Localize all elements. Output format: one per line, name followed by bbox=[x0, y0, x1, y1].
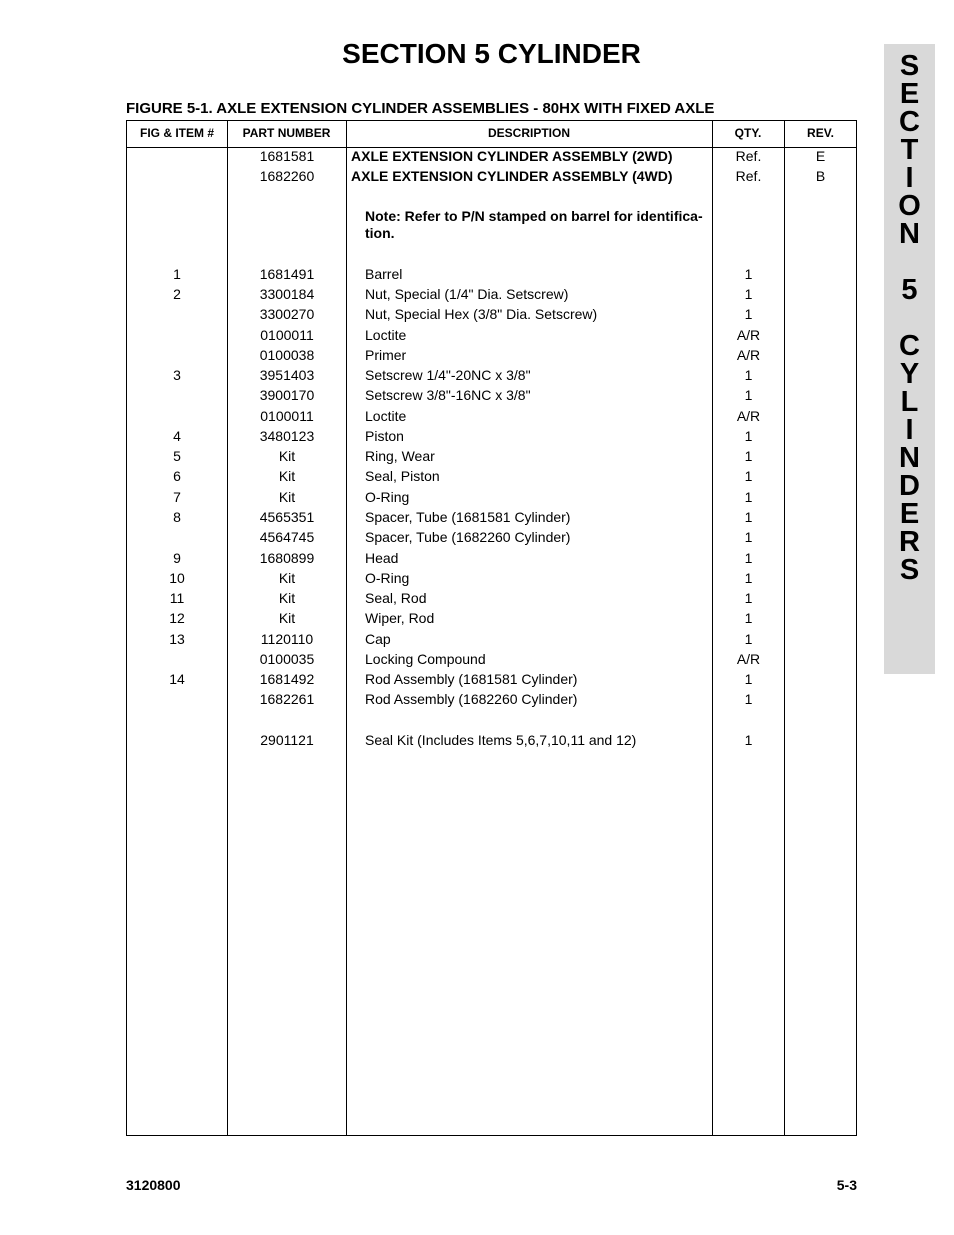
quantity: 1 bbox=[744, 671, 753, 687]
table-row bbox=[127, 649, 856, 669]
fig-item-number: 8 bbox=[173, 509, 181, 525]
quantity: 1 bbox=[744, 732, 753, 748]
table-row bbox=[127, 385, 856, 405]
part-number: 0100011 bbox=[260, 327, 314, 343]
fig-item-number: 12 bbox=[169, 610, 185, 626]
description: Ring, Wear bbox=[365, 448, 435, 464]
table-row bbox=[127, 689, 856, 709]
quantity: 1 bbox=[744, 428, 753, 444]
quantity: 1 bbox=[744, 570, 753, 586]
table-row bbox=[127, 325, 856, 345]
parts-table bbox=[126, 120, 857, 1136]
quantity: 1 bbox=[744, 306, 753, 322]
fig-item-number: 6 bbox=[173, 468, 181, 484]
description: Loctite bbox=[365, 408, 407, 424]
fig-item-number: 4 bbox=[173, 428, 181, 444]
part-number: Kit bbox=[278, 448, 296, 464]
quantity: 1 bbox=[744, 550, 753, 566]
table-row bbox=[127, 608, 856, 628]
quantity: 1 bbox=[744, 509, 753, 525]
figure-title: FIGURE 5-1. AXLE EXTENSION CYLINDER ASSEMBLIES - 80HX WITH FIXED AXLE bbox=[126, 100, 715, 117]
description: Rod Assembly (1681581 Cylinder) bbox=[365, 671, 578, 687]
part-number: 3900170 bbox=[259, 387, 315, 403]
page-number: 5-3 bbox=[836, 1177, 857, 1193]
table-row bbox=[127, 365, 856, 385]
table-row bbox=[127, 284, 856, 304]
quantity: Ref. bbox=[735, 148, 762, 164]
part-number: Kit bbox=[278, 590, 296, 606]
quantity: A/R bbox=[736, 408, 761, 424]
side-tab-text: S E C T I O N 5 C Y L I N D E R S bbox=[898, 50, 921, 586]
part-number: 4565351 bbox=[259, 509, 315, 525]
table-row bbox=[127, 345, 856, 365]
table-row-seal-kit bbox=[127, 730, 856, 750]
table-row bbox=[127, 669, 856, 689]
table-row bbox=[127, 146, 856, 166]
document-number: 3120800 bbox=[126, 1177, 181, 1193]
fig-item-number: 10 bbox=[169, 570, 185, 586]
quantity: 1 bbox=[744, 448, 753, 464]
table-row bbox=[127, 264, 856, 284]
fig-item-number: 1 bbox=[173, 266, 181, 282]
section-title: SECTION 5 CYLINDER bbox=[342, 38, 641, 69]
part-number: 0100035 bbox=[259, 651, 315, 667]
description: Wiper, Rod bbox=[365, 610, 435, 626]
table-row bbox=[127, 588, 856, 608]
description: Setscrew 3/8"-16NC x 3/8" bbox=[365, 387, 531, 403]
quantity: 1 bbox=[744, 610, 753, 626]
table-row bbox=[127, 629, 856, 649]
part-number: 1120110 bbox=[260, 631, 314, 647]
quantity: 1 bbox=[744, 529, 753, 545]
quantity: 1 bbox=[744, 631, 753, 647]
description: O-Ring bbox=[365, 570, 410, 586]
quantity: 1 bbox=[744, 468, 753, 484]
identification-note: Note: Refer to P/N stamped on barrel for identifica-tion. bbox=[365, 208, 703, 241]
description: Setscrew 1/4"-20NC x 3/8" bbox=[365, 367, 531, 383]
part-number: Kit bbox=[278, 468, 296, 484]
header-fig-item: FIG & ITEM # bbox=[139, 126, 214, 140]
table-row bbox=[127, 426, 856, 446]
description: Primer bbox=[365, 347, 407, 363]
table-row bbox=[127, 548, 856, 568]
quantity: 1 bbox=[744, 691, 753, 707]
quantity: 1 bbox=[744, 266, 753, 282]
part-number: Kit bbox=[278, 610, 296, 626]
part-number: 1681492 bbox=[259, 671, 315, 687]
description: Piston bbox=[365, 428, 404, 444]
header-rev: REV. bbox=[807, 126, 834, 140]
part-number: 3480123 bbox=[259, 428, 315, 444]
part-number: 3951403 bbox=[259, 367, 315, 383]
table-row bbox=[127, 466, 856, 486]
table-row bbox=[127, 304, 856, 324]
table-row bbox=[127, 166, 856, 186]
part-number: 0100038 bbox=[259, 347, 315, 363]
description: Seal Kit (Includes Items 5,6,7,10,11 and 12) bbox=[365, 732, 637, 748]
part-number: 2901121 bbox=[260, 732, 314, 748]
revision: E bbox=[815, 148, 826, 164]
part-number: 0100011 bbox=[260, 408, 314, 424]
description: Cap bbox=[365, 631, 391, 647]
description: Rod Assembly (1682260 Cylinder) bbox=[365, 691, 578, 707]
fig-item-number: 7 bbox=[173, 489, 181, 505]
revision: B bbox=[815, 168, 826, 184]
part-number: 1682260 bbox=[259, 168, 315, 184]
description: Spacer, Tube (1682260 Cylinder) bbox=[365, 529, 571, 545]
quantity: A/R bbox=[736, 651, 761, 667]
quantity: 1 bbox=[744, 489, 753, 505]
part-number: 4564745 bbox=[259, 529, 315, 545]
description: O-Ring bbox=[365, 489, 410, 505]
quantity: 1 bbox=[744, 286, 753, 302]
description: AXLE EXTENSION CYLINDER ASSEMBLY (4WD) bbox=[351, 168, 673, 184]
table-row bbox=[127, 406, 856, 426]
description: Seal, Rod bbox=[365, 590, 427, 606]
fig-item-number: 13 bbox=[169, 631, 185, 647]
quantity: A/R bbox=[736, 347, 761, 363]
part-number: 1681581 bbox=[259, 148, 315, 164]
part-number: 3300184 bbox=[259, 286, 315, 302]
fig-item-number: 14 bbox=[169, 671, 185, 687]
fig-item-number: 9 bbox=[173, 550, 181, 566]
description: Nut, Special (1/4" Dia. Setscrew) bbox=[365, 286, 569, 302]
part-number: 1681491 bbox=[259, 266, 315, 282]
part-number: 1682261 bbox=[259, 691, 315, 707]
section-side-tab bbox=[884, 44, 935, 674]
table-row bbox=[127, 446, 856, 466]
part-number: Kit bbox=[278, 489, 296, 505]
description: Loctite bbox=[365, 327, 407, 343]
table-row bbox=[127, 487, 856, 507]
description: Nut, Special Hex (3/8" Dia. Setscrew) bbox=[365, 306, 598, 322]
part-number: Kit bbox=[278, 570, 296, 586]
fig-item-number: 3 bbox=[173, 367, 181, 383]
quantity: 1 bbox=[744, 590, 753, 606]
table-row bbox=[127, 527, 856, 547]
header-qty: QTY. bbox=[734, 126, 762, 140]
quantity: A/R bbox=[736, 327, 761, 343]
header-description: DESCRIPTION bbox=[487, 126, 570, 140]
quantity: Ref. bbox=[735, 168, 762, 184]
part-number: 1680899 bbox=[259, 550, 315, 566]
description: Locking Compound bbox=[365, 651, 486, 667]
description: AXLE EXTENSION CYLINDER ASSEMBLY (2WD) bbox=[351, 148, 673, 164]
table-row bbox=[127, 507, 856, 527]
part-number: 3300270 bbox=[259, 306, 315, 322]
quantity: 1 bbox=[744, 367, 753, 383]
fig-item-number: 11 bbox=[169, 590, 185, 606]
description: Spacer, Tube (1681581 Cylinder) bbox=[365, 509, 571, 525]
fig-item-number: 5 bbox=[173, 448, 181, 464]
table-row bbox=[127, 568, 856, 588]
description: Head bbox=[365, 550, 399, 566]
header-part-number: PART NUMBER bbox=[242, 126, 331, 140]
description: Seal, Piston bbox=[365, 468, 440, 484]
quantity: 1 bbox=[744, 387, 753, 403]
description: Barrel bbox=[365, 266, 403, 282]
fig-item-number: 2 bbox=[173, 286, 181, 302]
